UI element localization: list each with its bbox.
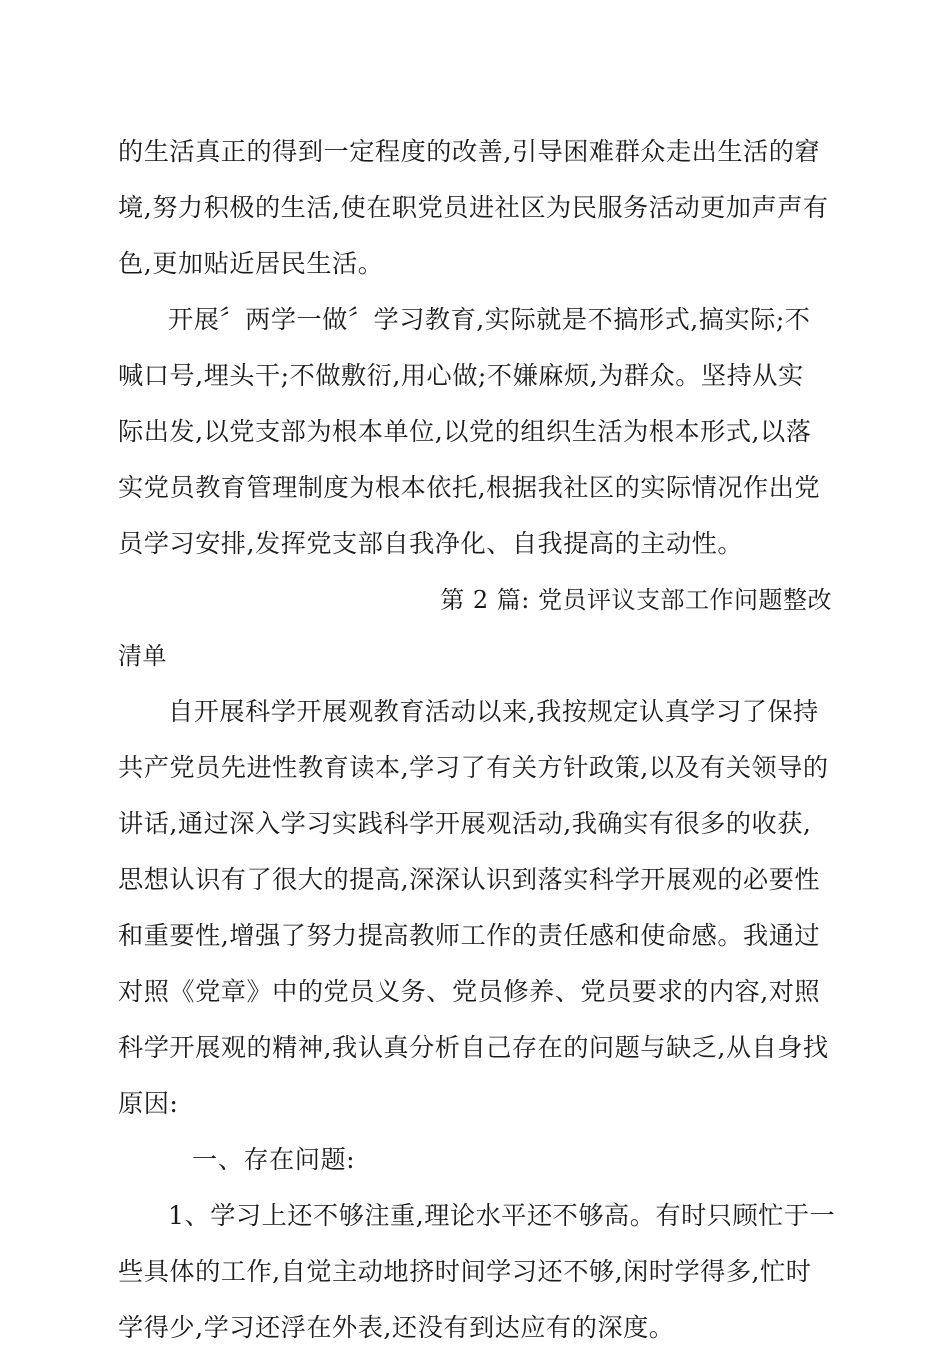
paragraph-3 [118, 684, 832, 1132]
subheading-problems-text: 一、存在问题: [192, 1145, 356, 1174]
paragraph-3-line-4: 思想认识有了很大的提高,深深认识到落实科学开展观的必要性 [118, 865, 821, 894]
paragraph-4-line-1: 1、学习上还不够注重,理论水平还不够高。有时只顾忙于一 [168, 1201, 836, 1230]
paragraph-2-line-1: 开展〞两学一做〞学习教育,实际就是不搞形式,搞实际;不 [168, 305, 811, 334]
section-title [118, 572, 832, 684]
paragraph-1-line-2: 境,努力积极的生活,使在职党员进社区为民服务活动更加声声有 [118, 193, 829, 222]
paragraph-2-line-3: 际出发,以党支部为根本单位,以党的组织生活为根本形式,以落 [118, 417, 812, 446]
paragraph-1-line-1: 的生活真正的得到一定程度的改善,引导困难群众走出生活的窘 [118, 137, 821, 166]
paragraph-2-line-4: 实党员教育管理制度为根本依托,根据我社区的实际情况作出党 [118, 473, 821, 502]
paragraph-3-line-6: 对照《党章》中的党员义务、党员修养、党员要求的内容,对照 [118, 977, 821, 1006]
paragraph-4-line-3: 学得少,学习还浮在外表,还没有到达应有的深度。 [118, 1313, 675, 1342]
section-title-line-2: 清单 [118, 642, 167, 670]
paragraph-2 [118, 292, 832, 572]
paragraph-3-line-5: 和重要性,增强了努力提高教师工作的责任感和使命感。我通过 [118, 921, 821, 950]
paragraph-2-line-2: 喊口号,埋头干;不做敷衍,用心做;不嫌麻烦,为群众。坚持从实 [118, 361, 804, 390]
paragraph-1-line-3: 色,更加贴近居民生活。 [118, 249, 384, 278]
paragraph-3-line-1: 自开展科学开展观教育活动以来,我按规定认真学习了保持 [168, 697, 819, 726]
paragraph-2-line-5: 员学习安排,发挥党支部自我净化、自我提高的主动性。 [118, 529, 744, 558]
document-page [118, 124, 836, 1356]
paragraph-1 [118, 124, 832, 292]
paragraph-4-line-2: 些具体的工作,自觉主动地挤时间学习还不够,闲时学得多,忙时 [118, 1257, 812, 1286]
paragraph-3-line-7: 科学开展观的精神,我认真分析自己存在的问题与缺乏,从自身找 [118, 1033, 829, 1062]
paragraph-3-line-8: 原因: [118, 1089, 179, 1118]
paragraph-3-line-3: 讲话,通过深入学习实践科学开展观活动,我确实有很多的收获, [118, 809, 812, 838]
paragraph-4 [118, 1188, 836, 1356]
section-title-line-1: 第 2 篇: 党员评议支部工作问题整改 [440, 586, 832, 614]
subheading-problems [118, 1132, 832, 1188]
paragraph-3-line-2: 共产党员先进性教育读本,学习了有关方针政策,以及有关领导的 [118, 753, 829, 782]
